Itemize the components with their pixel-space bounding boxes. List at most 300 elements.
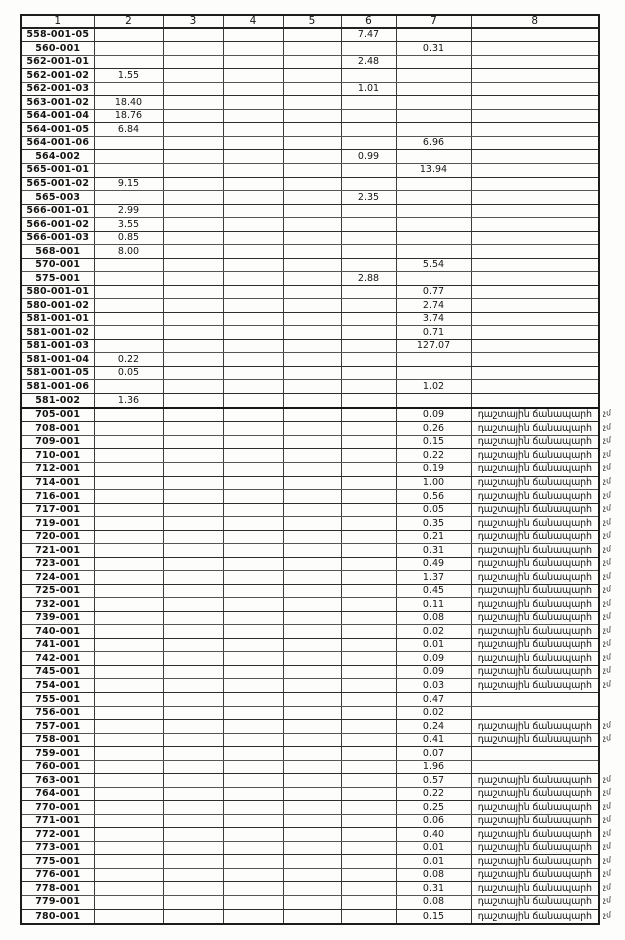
cell-col2 bbox=[94, 679, 163, 693]
cell-col7 bbox=[396, 231, 471, 245]
cell-col2 bbox=[94, 841, 163, 855]
parcel-id-cell: 581-001-06 bbox=[21, 380, 94, 394]
cell-col3 bbox=[163, 841, 223, 855]
cell-col5 bbox=[283, 895, 341, 909]
cutoff-text-fragment: չմ bbox=[603, 531, 611, 540]
table-row bbox=[21, 828, 599, 842]
cell-col5 bbox=[283, 652, 341, 666]
table-row bbox=[21, 422, 599, 436]
cell-col4 bbox=[223, 638, 283, 652]
cell-col5 bbox=[283, 422, 341, 436]
cell-col5 bbox=[283, 42, 341, 56]
cell-col3 bbox=[163, 394, 223, 408]
cell-col8: դաշտային ճանապարհ bbox=[471, 665, 599, 679]
cell-col3 bbox=[163, 652, 223, 666]
table-row bbox=[21, 747, 599, 761]
cell-col3 bbox=[163, 218, 223, 232]
cell-col4 bbox=[223, 625, 283, 639]
cell-col4 bbox=[223, 28, 283, 42]
header-cell-col6: 6 bbox=[341, 15, 396, 28]
cell-col5 bbox=[283, 584, 341, 598]
table-row bbox=[21, 258, 599, 272]
cell-col4 bbox=[223, 42, 283, 56]
cell-col2 bbox=[94, 801, 163, 815]
cell-col6 bbox=[341, 530, 396, 544]
cell-col6 bbox=[341, 394, 396, 408]
table-row bbox=[21, 285, 599, 299]
cell-col4 bbox=[223, 801, 283, 815]
cell-col6 bbox=[341, 638, 396, 652]
cell-col7: 0.22 bbox=[396, 449, 471, 463]
cell-col5 bbox=[283, 272, 341, 286]
cell-col7: 0.22 bbox=[396, 787, 471, 801]
cell-col3 bbox=[163, 258, 223, 272]
parcel-id-cell: 580-001-02 bbox=[21, 299, 94, 313]
cell-col3 bbox=[163, 882, 223, 896]
cell-col6 bbox=[341, 231, 396, 245]
cell-col2 bbox=[94, 557, 163, 571]
cell-col2 bbox=[94, 855, 163, 869]
cell-col8: դաշտային ճանապարհ bbox=[471, 625, 599, 639]
cell-col8 bbox=[471, 191, 599, 205]
cell-col3 bbox=[163, 96, 223, 110]
cell-col8: դաշտային ճանապարհ bbox=[471, 828, 599, 842]
parcel-id-cell: 581-001-02 bbox=[21, 326, 94, 340]
cell-col5 bbox=[283, 503, 341, 517]
parcel-id-cell: 758-001 bbox=[21, 733, 94, 747]
cell-col7: 0.19 bbox=[396, 462, 471, 476]
table-row bbox=[21, 191, 599, 205]
cell-col3 bbox=[163, 245, 223, 259]
cell-col7 bbox=[396, 245, 471, 259]
cell-col3 bbox=[163, 136, 223, 150]
cell-col4 bbox=[223, 652, 283, 666]
cell-col6 bbox=[341, 598, 396, 612]
cell-col5 bbox=[283, 530, 341, 544]
cell-col8 bbox=[471, 177, 599, 191]
table-row bbox=[21, 366, 599, 380]
cell-col3 bbox=[163, 231, 223, 245]
cutoff-text-fragment: չմ bbox=[603, 842, 611, 851]
cell-col5 bbox=[283, 96, 341, 110]
parcel-id-cell: 764-001 bbox=[21, 787, 94, 801]
cell-col5 bbox=[283, 204, 341, 218]
cell-col2: 1.36 bbox=[94, 394, 163, 408]
cell-col8: դաշտային ճանապարհ bbox=[471, 449, 599, 463]
cell-col7: 0.41 bbox=[396, 733, 471, 747]
cutoff-text-fragment: չմ bbox=[603, 856, 611, 865]
parcel-id-cell: 740-001 bbox=[21, 625, 94, 639]
cell-col8 bbox=[471, 272, 599, 286]
cell-col4 bbox=[223, 868, 283, 882]
cutoff-text-fragment: չմ bbox=[603, 788, 611, 797]
cell-col8: դաշտային ճանապարհ bbox=[471, 774, 599, 788]
cell-col2 bbox=[94, 408, 163, 422]
cell-col5 bbox=[283, 544, 341, 558]
cell-col4 bbox=[223, 720, 283, 734]
cell-col7: 0.09 bbox=[396, 408, 471, 422]
cell-col8: դաշտային ճանապարհ bbox=[471, 679, 599, 693]
table-row bbox=[21, 231, 599, 245]
cell-col7: 0.02 bbox=[396, 706, 471, 720]
table-row bbox=[21, 476, 599, 490]
cell-col5 bbox=[283, 69, 341, 83]
cutoff-text-fragment: չմ bbox=[603, 775, 611, 784]
cell-col2 bbox=[94, 733, 163, 747]
cell-col4 bbox=[223, 353, 283, 367]
cutoff-text-fragment: չմ bbox=[603, 477, 611, 486]
cell-col6 bbox=[341, 774, 396, 788]
cell-col8 bbox=[471, 82, 599, 96]
cell-col7 bbox=[396, 96, 471, 110]
cell-col6 bbox=[341, 476, 396, 490]
cell-col5 bbox=[283, 299, 341, 313]
cutoff-text-fragment: չմ bbox=[603, 463, 611, 472]
parcel-id-cell: 568-001 bbox=[21, 245, 94, 259]
cell-col8 bbox=[471, 258, 599, 272]
cell-col4 bbox=[223, 191, 283, 205]
parcel-id-cell: 708-001 bbox=[21, 422, 94, 436]
cell-col4 bbox=[223, 204, 283, 218]
cell-col8 bbox=[471, 28, 599, 42]
cell-col4 bbox=[223, 571, 283, 585]
cell-col3 bbox=[163, 476, 223, 490]
cell-col6 bbox=[341, 733, 396, 747]
cell-col8 bbox=[471, 706, 599, 720]
table-row bbox=[21, 69, 599, 83]
cell-col5 bbox=[283, 177, 341, 191]
cutoff-text-fragment: չմ bbox=[603, 558, 611, 567]
cell-col2 bbox=[94, 571, 163, 585]
cell-col4 bbox=[223, 339, 283, 353]
table-row bbox=[21, 96, 599, 110]
cell-col7: 0.01 bbox=[396, 638, 471, 652]
cell-col2 bbox=[94, 258, 163, 272]
cell-col7 bbox=[396, 150, 471, 164]
cell-col2 bbox=[94, 625, 163, 639]
cell-col8 bbox=[471, 339, 599, 353]
cell-col4 bbox=[223, 895, 283, 909]
cell-col2 bbox=[94, 882, 163, 896]
cell-col6 bbox=[341, 462, 396, 476]
cell-col4 bbox=[223, 258, 283, 272]
parcel-id-cell: 705-001 bbox=[21, 408, 94, 422]
table-row bbox=[21, 123, 599, 137]
cell-col6 bbox=[341, 517, 396, 531]
cell-col6 bbox=[341, 312, 396, 326]
cell-col6 bbox=[341, 123, 396, 137]
cutoff-text-fragment: չմ bbox=[603, 639, 611, 648]
cell-col6 bbox=[341, 299, 396, 313]
cell-col5 bbox=[283, 693, 341, 707]
cell-col4 bbox=[223, 150, 283, 164]
parcel-id-cell: 563-001-02 bbox=[21, 96, 94, 110]
cell-col2 bbox=[94, 814, 163, 828]
cell-col3 bbox=[163, 544, 223, 558]
parcel-id-cell: 732-001 bbox=[21, 598, 94, 612]
cell-col5 bbox=[283, 882, 341, 896]
parcel-id-cell: 720-001 bbox=[21, 530, 94, 544]
cell-col8 bbox=[471, 380, 599, 394]
cell-col6 bbox=[341, 584, 396, 598]
table-row bbox=[21, 517, 599, 531]
cell-col6 bbox=[341, 652, 396, 666]
cell-col5 bbox=[283, 625, 341, 639]
cell-col2 bbox=[94, 435, 163, 449]
cell-col4 bbox=[223, 380, 283, 394]
cell-col4 bbox=[223, 747, 283, 761]
cell-col8: դաշտային ճանապարհ bbox=[471, 611, 599, 625]
cell-col4 bbox=[223, 123, 283, 137]
table-row bbox=[21, 814, 599, 828]
parcel-id-cell: 742-001 bbox=[21, 652, 94, 666]
cutoff-text-fragment: չմ bbox=[603, 666, 611, 675]
cell-col7: 0.56 bbox=[396, 490, 471, 504]
cell-col5 bbox=[283, 490, 341, 504]
cell-col7: 1.00 bbox=[396, 476, 471, 490]
table-row bbox=[21, 218, 599, 232]
table-row bbox=[21, 611, 599, 625]
cell-col6 bbox=[341, 693, 396, 707]
table-row bbox=[21, 503, 599, 517]
cell-col2 bbox=[94, 517, 163, 531]
cutoff-text-fragment: չմ bbox=[603, 518, 611, 527]
cell-col6 bbox=[341, 895, 396, 909]
cell-col3 bbox=[163, 312, 223, 326]
cell-col7: 5.54 bbox=[396, 258, 471, 272]
table-row bbox=[21, 435, 599, 449]
cell-col7: 0.01 bbox=[396, 841, 471, 855]
table-row bbox=[21, 706, 599, 720]
cell-col8: դաշտային ճանապարհ bbox=[471, 584, 599, 598]
cell-col3 bbox=[163, 747, 223, 761]
cell-col2: 1.55 bbox=[94, 69, 163, 83]
cell-col6: 2.48 bbox=[341, 55, 396, 69]
cell-col8: դաշտային ճանապարհ bbox=[471, 787, 599, 801]
table-row bbox=[21, 326, 599, 340]
cell-col8: դաշտային ճանապարհ bbox=[471, 801, 599, 815]
cell-col8: դաշտային ճանապարհ bbox=[471, 638, 599, 652]
cell-col3 bbox=[163, 422, 223, 436]
cell-col5 bbox=[283, 557, 341, 571]
cell-col3 bbox=[163, 801, 223, 815]
parcel-id-cell: 562-001-02 bbox=[21, 69, 94, 83]
cell-col3 bbox=[163, 191, 223, 205]
cell-col6 bbox=[341, 679, 396, 693]
cell-col5 bbox=[283, 909, 341, 924]
cell-col4 bbox=[223, 557, 283, 571]
header-cell-col7: 7 bbox=[396, 15, 471, 28]
cell-col4 bbox=[223, 598, 283, 612]
header-cell-col1: 1 bbox=[21, 15, 94, 28]
cell-col2 bbox=[94, 503, 163, 517]
cell-col2 bbox=[94, 760, 163, 774]
cell-col2: 6.84 bbox=[94, 123, 163, 137]
table-row bbox=[21, 339, 599, 353]
cell-col8: դաշտային ճանապարհ bbox=[471, 841, 599, 855]
cell-col6 bbox=[341, 855, 396, 869]
cell-col3 bbox=[163, 706, 223, 720]
cell-col8: դաշտային ճանապարհ bbox=[471, 814, 599, 828]
cell-col6 bbox=[341, 218, 396, 232]
cell-col2: 0.22 bbox=[94, 353, 163, 367]
cell-col2 bbox=[94, 720, 163, 734]
cell-col6 bbox=[341, 435, 396, 449]
cell-col4 bbox=[223, 136, 283, 150]
cutoff-text-fragment: չմ bbox=[603, 585, 611, 594]
cell-col8: դաշտային ճանապարհ bbox=[471, 530, 599, 544]
cell-col2 bbox=[94, 449, 163, 463]
parcel-id-cell: 716-001 bbox=[21, 490, 94, 504]
cell-col8: դաշտային ճանապարհ bbox=[471, 855, 599, 869]
cell-col2 bbox=[94, 42, 163, 56]
cell-col4 bbox=[223, 462, 283, 476]
cell-col4 bbox=[223, 517, 283, 531]
cell-col3 bbox=[163, 380, 223, 394]
cell-col7: 0.40 bbox=[396, 828, 471, 842]
cell-col7: 0.08 bbox=[396, 868, 471, 882]
parcel-id-cell: 773-001 bbox=[21, 841, 94, 855]
cell-col4 bbox=[223, 584, 283, 598]
cell-col6 bbox=[341, 96, 396, 110]
cell-col5 bbox=[283, 733, 341, 747]
parcel-id-cell: 717-001 bbox=[21, 503, 94, 517]
cell-col7: 0.45 bbox=[396, 584, 471, 598]
cell-col5 bbox=[283, 801, 341, 815]
cell-col3 bbox=[163, 408, 223, 422]
cell-col5 bbox=[283, 638, 341, 652]
cell-col4 bbox=[223, 312, 283, 326]
cell-col2 bbox=[94, 150, 163, 164]
cell-col6 bbox=[341, 245, 396, 259]
parcel-id-cell: 772-001 bbox=[21, 828, 94, 842]
cell-col6: 7.47 bbox=[341, 28, 396, 42]
cutoff-text-fragment: չմ bbox=[603, 815, 611, 824]
cell-col5 bbox=[283, 245, 341, 259]
parcel-id-cell: 566-001-03 bbox=[21, 231, 94, 245]
parcel-id-cell: 570-001 bbox=[21, 258, 94, 272]
cell-col8: դաշտային ճանապարհ bbox=[471, 868, 599, 882]
cell-col8: դաշտային ճանապարհ bbox=[471, 895, 599, 909]
cutoff-text-fragment: չմ bbox=[603, 409, 611, 418]
cell-col3 bbox=[163, 584, 223, 598]
cell-col8: դաշտային ճանապարհ bbox=[471, 490, 599, 504]
cell-col3 bbox=[163, 774, 223, 788]
cell-col6 bbox=[341, 503, 396, 517]
cell-col4 bbox=[223, 285, 283, 299]
table-row bbox=[21, 462, 599, 476]
cell-col3 bbox=[163, 123, 223, 137]
cell-col2 bbox=[94, 285, 163, 299]
table-row bbox=[21, 353, 599, 367]
cell-col8 bbox=[471, 123, 599, 137]
cell-col5 bbox=[283, 435, 341, 449]
cell-col7: 0.03 bbox=[396, 679, 471, 693]
cell-col3 bbox=[163, 557, 223, 571]
cell-col4 bbox=[223, 476, 283, 490]
parcel-id-cell: 565-001-02 bbox=[21, 177, 94, 191]
cell-col6 bbox=[341, 828, 396, 842]
parcel-id-cell: 709-001 bbox=[21, 435, 94, 449]
cell-col3 bbox=[163, 449, 223, 463]
cell-col6 bbox=[341, 285, 396, 299]
cutoff-text-fragment: չմ bbox=[603, 450, 611, 459]
parcel-id-cell: 575-001 bbox=[21, 272, 94, 286]
cell-col8 bbox=[471, 55, 599, 69]
cell-col8 bbox=[471, 109, 599, 123]
cell-col6 bbox=[341, 69, 396, 83]
cell-col7 bbox=[396, 191, 471, 205]
table-body bbox=[21, 28, 599, 925]
cell-col8 bbox=[471, 693, 599, 707]
parcel-id-cell: 562-001-01 bbox=[21, 55, 94, 69]
cell-col6 bbox=[341, 571, 396, 585]
cell-col2 bbox=[94, 774, 163, 788]
cutoff-text-fragment: չմ bbox=[603, 599, 611, 608]
cell-col4 bbox=[223, 787, 283, 801]
cell-col6 bbox=[341, 408, 396, 422]
cell-col2 bbox=[94, 380, 163, 394]
cell-col3 bbox=[163, 611, 223, 625]
cell-col7: 0.01 bbox=[396, 855, 471, 869]
cutoff-text-fragment: չմ bbox=[603, 896, 611, 905]
cell-col8 bbox=[471, 285, 599, 299]
cell-col7: 0.71 bbox=[396, 326, 471, 340]
cell-col4 bbox=[223, 272, 283, 286]
cell-col4 bbox=[223, 679, 283, 693]
cell-col3 bbox=[163, 69, 223, 83]
cell-col4 bbox=[223, 449, 283, 463]
table-row bbox=[21, 204, 599, 218]
cell-col3 bbox=[163, 868, 223, 882]
table-row bbox=[21, 544, 599, 558]
table-row bbox=[21, 895, 599, 909]
cell-col4 bbox=[223, 855, 283, 869]
cell-col2 bbox=[94, 326, 163, 340]
cell-col5 bbox=[283, 841, 341, 855]
cell-col6 bbox=[341, 422, 396, 436]
cell-col5 bbox=[283, 258, 341, 272]
cell-col7: 1.37 bbox=[396, 571, 471, 585]
cell-col2 bbox=[94, 895, 163, 909]
cutoff-text-fragment: չմ bbox=[603, 680, 611, 689]
cell-col6 bbox=[341, 625, 396, 639]
cell-col5 bbox=[283, 611, 341, 625]
cell-col7: 0.08 bbox=[396, 611, 471, 625]
cell-col2: 3.55 bbox=[94, 218, 163, 232]
cell-col5 bbox=[283, 380, 341, 394]
cell-col7: 0.08 bbox=[396, 895, 471, 909]
cell-col2 bbox=[94, 490, 163, 504]
header-cell-col3: 3 bbox=[163, 15, 223, 28]
cell-col7: 0.31 bbox=[396, 544, 471, 558]
parcel-id-cell: 771-001 bbox=[21, 814, 94, 828]
cell-col2 bbox=[94, 299, 163, 313]
cell-col7 bbox=[396, 109, 471, 123]
cell-col6: 0.99 bbox=[341, 150, 396, 164]
cell-col6 bbox=[341, 841, 396, 855]
cell-col3 bbox=[163, 285, 223, 299]
cell-col7: 0.47 bbox=[396, 693, 471, 707]
cell-col3 bbox=[163, 339, 223, 353]
cell-col7 bbox=[396, 123, 471, 137]
parcel-id-cell: 565-003 bbox=[21, 191, 94, 205]
cell-col5 bbox=[283, 476, 341, 490]
parcel-id-cell: 725-001 bbox=[21, 584, 94, 598]
cell-col7: 0.31 bbox=[396, 882, 471, 896]
cell-col4 bbox=[223, 366, 283, 380]
cell-col3 bbox=[163, 299, 223, 313]
